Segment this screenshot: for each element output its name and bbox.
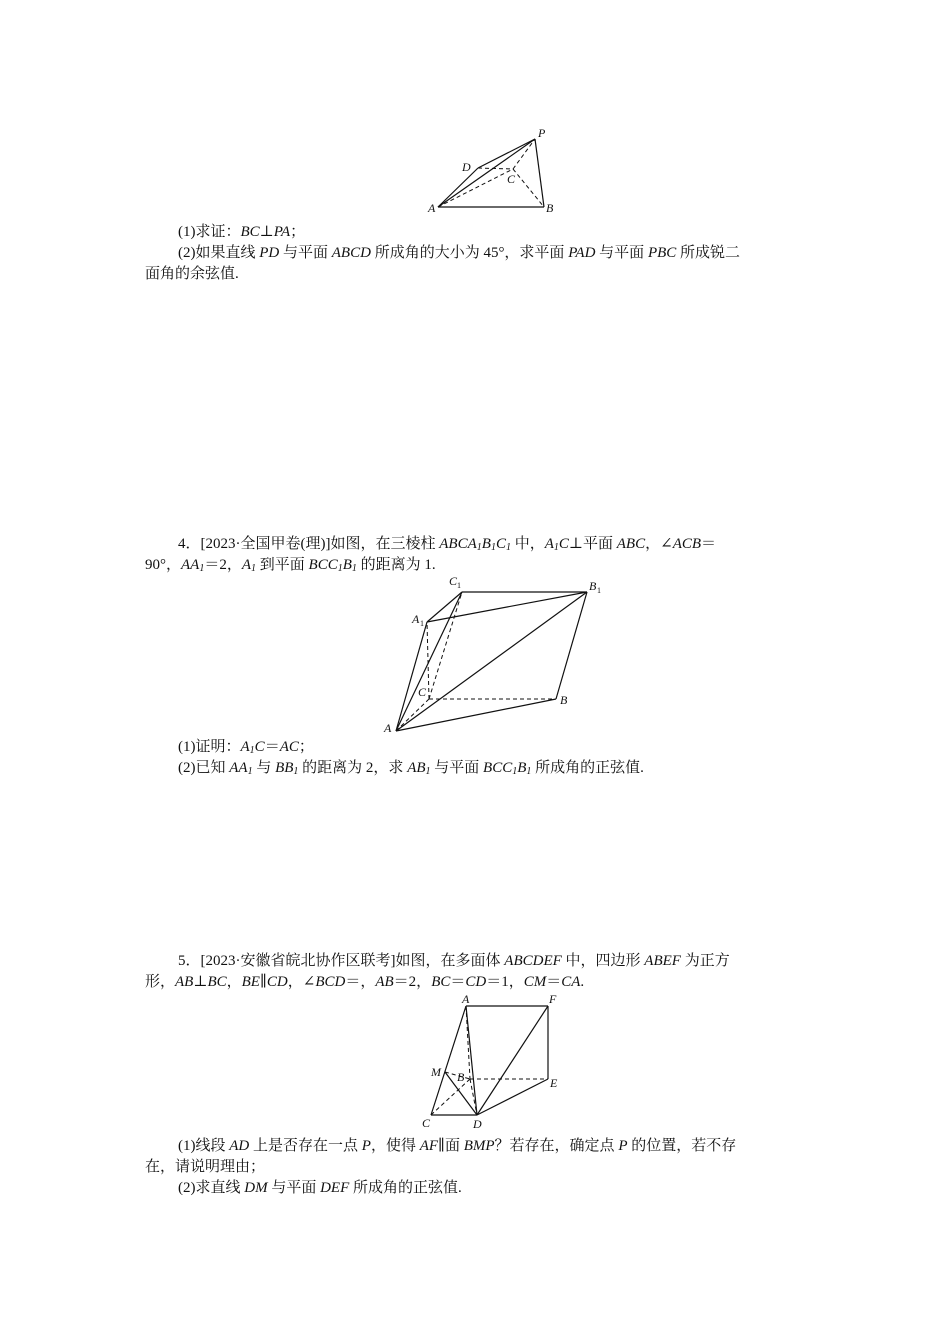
label-B1: B (589, 579, 597, 593)
label-C1-sub: 1 (457, 581, 461, 590)
p3-question-1: (1)求证：BC⊥PA； (178, 224, 306, 240)
label-D: D (473, 1117, 482, 1131)
label-A: A (462, 992, 470, 1006)
label-B: B (457, 1070, 465, 1084)
label-C: C (418, 685, 427, 699)
label-B: B (546, 201, 554, 215)
p5-statement: 5．[2023·安徽省皖北协作区联考]如图，在多面体 ABCDEF 中，四边形 ABEF 为正方 (178, 953, 730, 969)
label-B1-sub: 1 (597, 586, 601, 595)
label-F: F (549, 992, 557, 1006)
label-D: D (462, 160, 471, 174)
p5-question-1-cont: 在，请说明理由； (145, 1159, 266, 1175)
label-P: P (538, 126, 546, 140)
p5-question-2: (2)求直线 DM 与平面 DEF 所成角的正弦值. (178, 1180, 462, 1196)
label-A: A (428, 201, 436, 215)
label-A1-sub: 1 (420, 619, 424, 628)
p5-question-1: (1)线段 AD 上是否存在一点 P，使得 AF∥面 BMP？若存在，确定点 P 的位置，若不存 (178, 1138, 737, 1154)
p5-statement-cont: 形，AB⊥BC，BE∥CD，∠BCD＝，AB＝2，BC＝CD＝1，CM＝CA. (145, 974, 585, 990)
p4-statement-cont: 90°，$AA_1=2$，$A_1$ 到平面 $BCC_1B_1$ 的距离为 1. (145, 557, 436, 574)
p4-question-1: (1)证明：$A_1C=AC$； (178, 739, 314, 756)
label-M: M (431, 1065, 441, 1079)
label-B: B (560, 693, 568, 707)
label-C1: C (449, 574, 458, 588)
p3-question-2: (2)如果直线 PD 与平面 ABCD 所成角的大小为 45°，求平面 PAD 与平面 PBC 所成锐二 (178, 245, 741, 261)
label-E: E (550, 1076, 558, 1090)
label-C: C (422, 1116, 431, 1130)
p4-statement: 4．[2023·全国甲卷(理)]如图，在三棱柱 $ABCA_1B_1C_1$ 中，$A_1C\perp$平面 ABC，∠ACB＝ (178, 536, 717, 553)
label-A1: A (412, 612, 420, 626)
p3-question-2-cont: 面角的余弦值. (145, 266, 239, 282)
label-A: A (384, 721, 392, 735)
label-C: C (507, 172, 516, 186)
p4-question-2: (2)已知 $AA_1$ 与 $BB_1$ 的距离为 2，求 $AB_1$ 与平面 $BCC_1B_1$ 所成角的正弦值. (178, 760, 644, 777)
